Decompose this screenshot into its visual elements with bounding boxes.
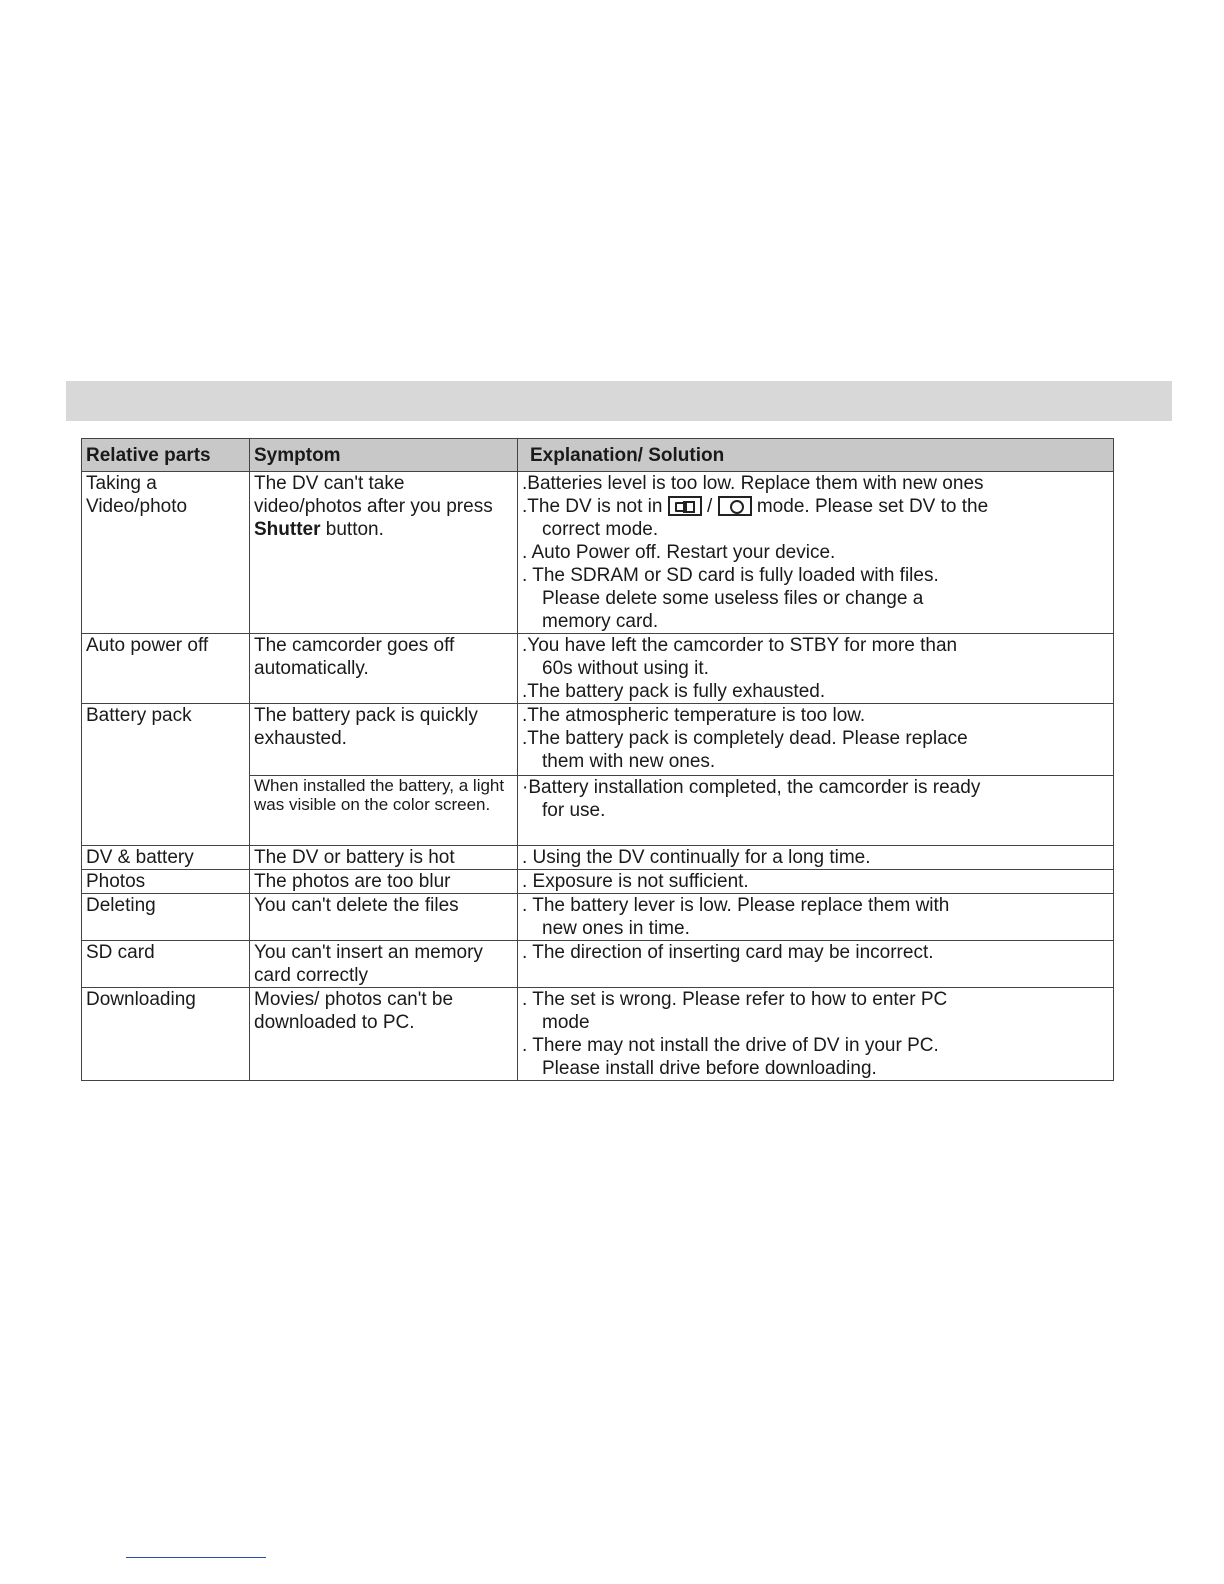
table-row: [82, 846, 1114, 870]
section-header-band: [66, 381, 1172, 421]
solution-line: correct mode.: [542, 519, 659, 540]
solution-cell: [518, 941, 1114, 988]
solution-line: mode: [542, 1012, 590, 1033]
symptom-cell: When installed the battery, a light was visible on the color screen.: [250, 776, 518, 846]
solution-line: ·Battery installation completed, the camcorder is ready: [522, 777, 981, 798]
solution-line: 60s without using it.: [542, 658, 709, 679]
part-cell: SD card: [82, 941, 250, 988]
symptom-text: button.: [320, 519, 384, 540]
part-cell: Auto power off: [82, 634, 250, 704]
solution-line: .The atmospheric temperature is too low.: [522, 705, 866, 726]
table-row: [82, 870, 1114, 894]
solution-line: them with new ones.: [542, 751, 716, 772]
solution-line: . The SDRAM or SD card is fully loaded with files.: [522, 565, 939, 586]
solution-cell: [518, 776, 1114, 846]
symptom-cell: Movies/ photos can't be downloaded to PC.: [250, 988, 518, 1081]
table-row: [82, 894, 1114, 941]
solution-cell: [518, 894, 1114, 941]
solution-cell: [518, 704, 1114, 776]
solution-line: .The battery pack is completely dead. Please replace: [522, 728, 968, 749]
solution-cell: [518, 846, 1114, 870]
solution-line: . The battery lever is low. Please replace them with: [522, 895, 950, 916]
symptom-cell: The battery pack is quickly exhausted.: [250, 704, 518, 776]
part-cell: Deleting: [82, 894, 250, 941]
symptom-cell: You can't delete the files: [250, 894, 518, 941]
troubleshooting-table: [81, 438, 1114, 1081]
photo-mode-icon: [718, 496, 752, 516]
solution-line: memory card.: [542, 611, 659, 632]
solution-line: for use.: [542, 800, 606, 821]
solution-cell: [518, 870, 1114, 894]
symptom-cell: You can't insert an memory card correctly: [250, 941, 518, 988]
shutter-label: Shutter: [254, 519, 321, 540]
header-solution: Explanation/ Solution: [518, 439, 1114, 472]
solution-line: . Auto Power off. Restart your device.: [522, 542, 836, 563]
table-header-row: [82, 439, 1114, 472]
part-cell: DV & battery: [82, 846, 250, 870]
symptom-cell: The DV or battery is hot: [250, 846, 518, 870]
solution-line: Please delete some useless files or change a: [542, 588, 924, 609]
table-row: [82, 634, 1114, 704]
video-mode-icon: [668, 496, 702, 516]
header-symptom: Symptom: [250, 439, 518, 472]
solution-line: .Batteries level is too low. Replace them with new ones: [522, 473, 984, 494]
footer-link-underline: [126, 1557, 266, 1558]
part-cell: Photos: [82, 870, 250, 894]
solution-cell: [518, 988, 1114, 1081]
solution-line: . Using the DV continually for a long time.: [522, 847, 871, 868]
solution-line: Please install drive before downloading.: [542, 1058, 877, 1079]
header-relative-parts: Relative parts: [82, 439, 250, 472]
solution-line: .The battery pack is fully exhausted.: [522, 681, 826, 702]
symptom-text: The DV can't take video/photos after you press: [254, 473, 493, 517]
table-row: [82, 472, 1114, 634]
part-cell: Downloading: [82, 988, 250, 1081]
part-cell: Taking a Video/photo: [82, 472, 250, 634]
solution-cell: [518, 634, 1114, 704]
solution-line: new ones in time.: [542, 918, 690, 939]
solution-line: [522, 495, 1109, 518]
table-row: [82, 704, 1114, 776]
symptom-cell: The photos are too blur: [250, 870, 518, 894]
solution-line: . There may not install the drive of DV in your PC.: [522, 1035, 939, 1056]
solution-text: mode. Please set DV to the: [751, 496, 989, 517]
part-cell: Battery pack: [82, 704, 250, 846]
solution-line: . Exposure is not sufficient.: [522, 871, 749, 892]
table-row: [82, 941, 1114, 988]
solution-line: . The set is wrong. Please refer to how to enter PC: [522, 989, 948, 1010]
symptom-cell: The camcorder goes off automatically.: [250, 634, 518, 704]
solution-text: /: [701, 496, 718, 517]
solution-line: . The direction of inserting card may be incorrect.: [522, 942, 934, 963]
symptom-cell: [250, 472, 518, 634]
solution-line: .You have left the camcorder to STBY for more than: [522, 635, 958, 656]
solution-text: .The DV is not in: [522, 496, 668, 517]
table-row: [82, 988, 1114, 1081]
solution-cell: [518, 472, 1114, 634]
